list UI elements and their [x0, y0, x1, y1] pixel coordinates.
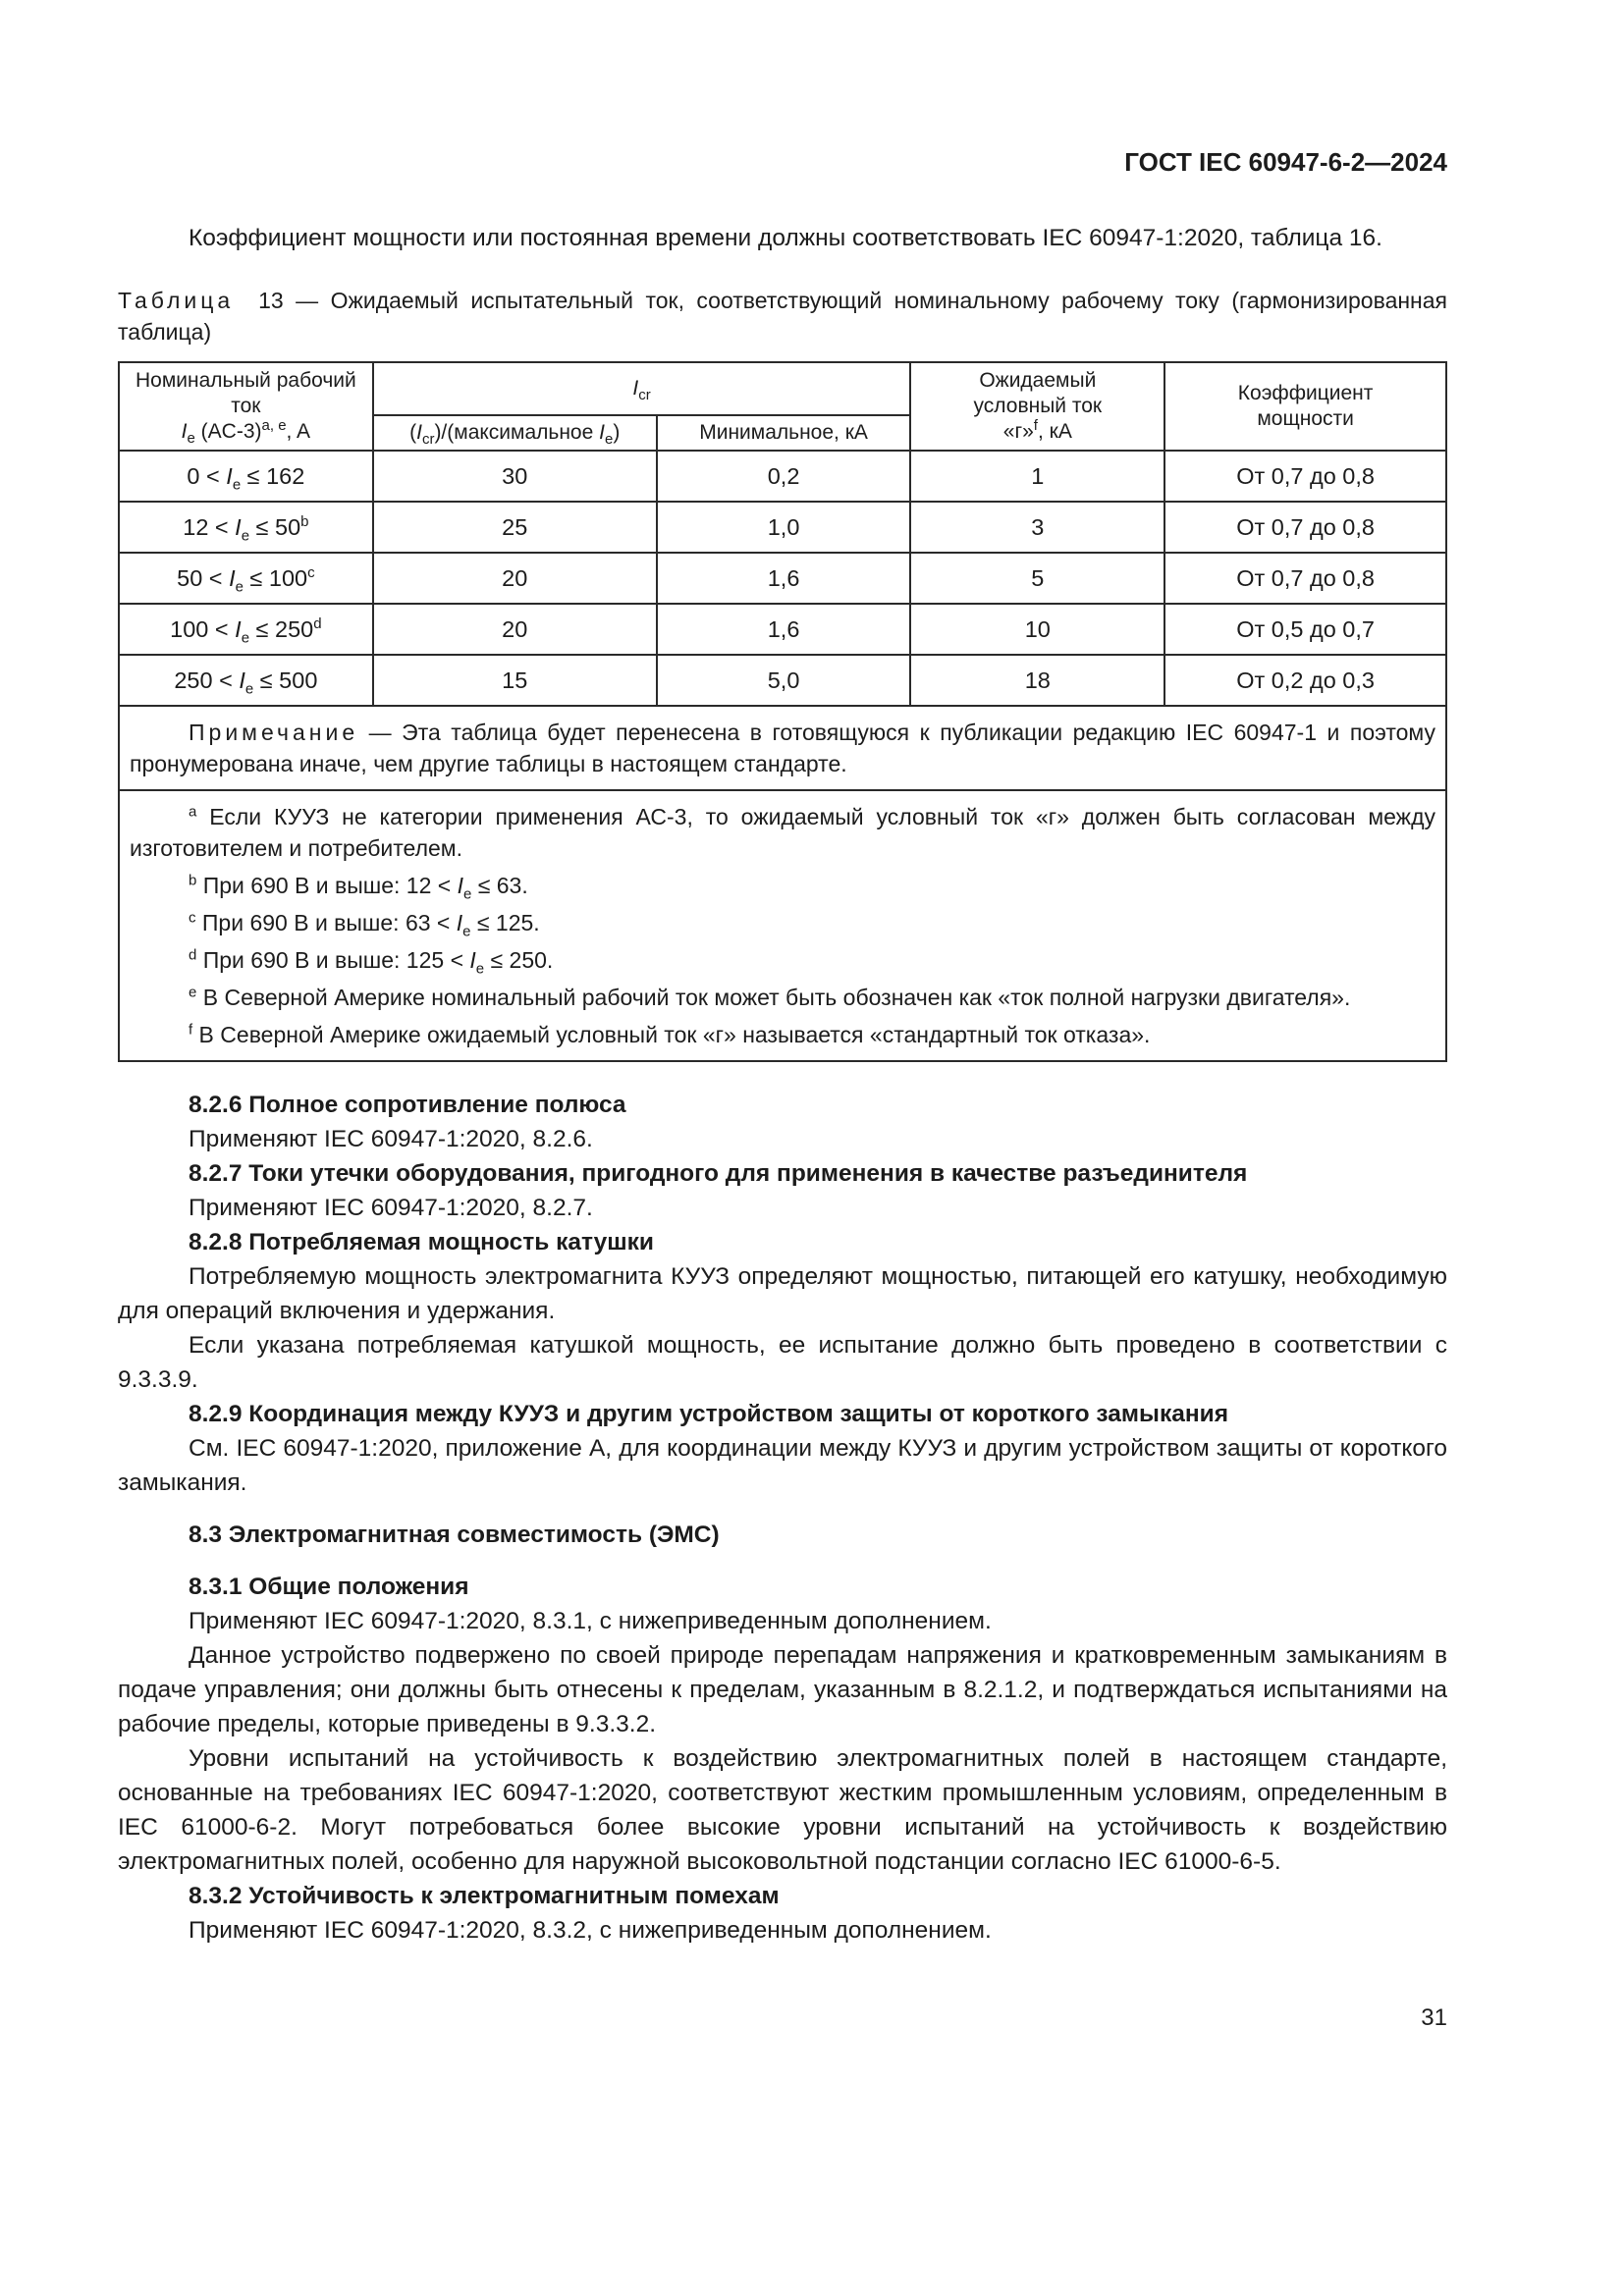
cell-conditional-current: 1 [910, 451, 1164, 502]
header-icr-ratio: $(I_{cr})/(максимальное$ $I_e$) [373, 415, 657, 451]
section-heading-8-2-6: 8.2.6 Полное сопротивление полюса [189, 1092, 626, 1118]
table-footnotes-row [119, 790, 1446, 1061]
table-row [119, 451, 1446, 502]
cell-ratio: 15 [373, 655, 657, 706]
cell-minimum: 5,0 [657, 655, 911, 706]
intro-paragraph: Коэффициент мощности или постоянная времени должны соответствовать IEC 60947-1:2020, таблица 16. [189, 225, 1382, 251]
table-caption-text: 13 — Ожидаемый испытательный ток, соответствующий номинальному рабочему току (гармонизированная таблица) [118, 288, 1448, 345]
table-row [119, 604, 1446, 655]
cell-current-range: $0 < I_e \le 162$ [119, 451, 373, 502]
table-caption [118, 285, 1447, 347]
section-heading-8-2-8: 8.2.8 Потребляемая мощность катушки [189, 1229, 654, 1255]
header-icr: $I_{cr}$ [373, 362, 911, 415]
table-row [119, 502, 1446, 553]
footnote-b: $^b$ При 690 В и выше: $12 < I_e \le 63$. [189, 872, 528, 903]
cell-power-factor: От 0,5 до 0,7 [1164, 604, 1446, 655]
table-13 [118, 361, 1447, 1062]
section-text-8-3-2: Применяют IEC 60947-1:2020, 8.3.2, с нижеприведенным дополнением. [189, 1917, 992, 1944]
cell-ratio: 20 [373, 604, 657, 655]
footnote-a: $^a$ Если КУУЗ не категории применения АС-3, то ожидаемый условный ток «г» должен быть согласован между изготовителем и потребителем. [130, 803, 1435, 861]
note-text: — Эта таблица будет перенесена в готовящуюся к публикации редакцию IEC 60947-1 и поэтому пронумерована иначе, чем другие таблицы в настоящем стандарте. [130, 720, 1435, 776]
section-heading-8-2-7: 8.2.7 Токи утечки оборудования, пригодного для применения в качестве разъединителя [189, 1160, 1248, 1187]
section-heading-8-3: 8.3 Электромагнитная совместимость (ЭМС) [189, 1522, 720, 1548]
cell-current-range: $250 < I_e \le 500$ [119, 655, 373, 706]
section-heading-8-2-9: 8.2.9 Координация между КУУЗ и другим устройством защиты от короткого замыкания [189, 1401, 1228, 1427]
page-content [118, 221, 1447, 1948]
header-icr-minimum: Минимальное, кА [657, 415, 911, 451]
header-conditional-current: Ожидаемый условный ток «г»$^f$, кА [910, 362, 1164, 451]
table-row [119, 553, 1446, 604]
section-heading-8-3-2: 8.3.2 Устойчивость к электромагнитным помехам [189, 1883, 780, 1909]
section-text-8-2-6: Применяют IEC 60947-1:2020, 8.2.6. [189, 1126, 593, 1152]
note-label: Примечание [189, 720, 359, 745]
table-caption-word: Таблица [118, 288, 235, 313]
cell-minimum: 0,2 [657, 451, 911, 502]
section-text-8-2-8-p1: Потребляемую мощность электромагнита КУУЗ определяют мощностью, питающей его катушку, необходимую для операций включения и удержания. [118, 1263, 1447, 1324]
cell-ratio: 25 [373, 502, 657, 553]
section-text-8-2-7: Применяют IEC 60947-1:2020, 8.2.7. [189, 1195, 593, 1221]
header-rated-current: Номинальный рабочий ток $I_e$ $(AC-3)^{a, e}$, A [119, 362, 373, 451]
footnote-f: $^f$ В Северной Америке ожидаемый условный ток «г» называется «стандартный ток отказа». [189, 1021, 1151, 1047]
cell-minimum: 1,6 [657, 553, 911, 604]
cell-ratio: 30 [373, 451, 657, 502]
table-row [119, 655, 1446, 706]
cell-conditional-current: 18 [910, 655, 1164, 706]
cell-power-factor: От 0,7 до 0,8 [1164, 502, 1446, 553]
document-code-header: ГОСТ IEC 60947-6-2—2024 [1124, 147, 1447, 177]
section-text-8-3-1-p2: Данное устройство подвержено по своей природе перепадам напряжения и кратковременным замыканиям в подаче управления; они должны быть отнесены к пределам, указанным в 8.2.1.2, и подтверждаться испытаниями на рабочие пределы, которые приведены в 9.3.3.2. [118, 1642, 1447, 1737]
cell-current-range: $100 < I_e \le 250^d$ [119, 604, 373, 655]
section-text-8-3-1-p1: Применяют IEC 60947-1:2020, 8.3.1, с нижеприведенным дополнением. [189, 1608, 992, 1634]
table-footnotes [119, 790, 1446, 1061]
footnote-d: $^d$ При 690 В и выше: $125 < I_e \le 250$. [189, 946, 554, 978]
table-note-row [119, 706, 1446, 790]
cell-conditional-current: 10 [910, 604, 1164, 655]
table-note [119, 706, 1446, 790]
cell-current-range: $12 < I_e \le 50^b$ [119, 502, 373, 553]
table-header-row [119, 362, 1446, 415]
cell-minimum: 1,0 [657, 502, 911, 553]
cell-power-factor: От 0,2 до 0,3 [1164, 655, 1446, 706]
cell-ratio: 20 [373, 553, 657, 604]
footnote-e: $^e$ В Северной Америке номинальный рабочий ток может быть обозначен как «ток полной нагрузки двигателя». [189, 984, 1351, 1010]
cell-power-factor: От 0,7 до 0,8 [1164, 553, 1446, 604]
section-text-8-2-8-p2: Если указана потребляемая катушкой мощность, ее испытание должно быть проведено в соответствии с 9.3.3.9. [118, 1332, 1447, 1393]
section-heading-8-3-1: 8.3.1 Общие положения [189, 1574, 469, 1600]
cell-minimum: 1,6 [657, 604, 911, 655]
cell-power-factor: От 0,7 до 0,8 [1164, 451, 1446, 502]
cell-conditional-current: 3 [910, 502, 1164, 553]
page-number: 31 [1421, 2004, 1447, 2031]
footnote-c: $^c$ При 690 В и выше: $63 < I_e \le 125$. [189, 909, 540, 940]
cell-conditional-current: 5 [910, 553, 1164, 604]
cell-current-range: $50 < I_e \le 100^c$ [119, 553, 373, 604]
section-text-8-3-1-p3: Уровни испытаний на устойчивость к воздействию электромагнитных полей в настоящем стандарте, основанные на требованиях IEC 60947-1:2020, соответствуют жестким промышленным условиям, определенным в IEC 61000-6-2. Могут потребоваться более высокие уровни испытаний на устойчивость к воздействию электромагнитных полей, особенно для наружной высоковольтной подстанции согласно IEC 61000-6-5. [118, 1745, 1447, 1875]
section-text-8-2-9: См. IEC 60947-1:2020, приложение А, для координации между КУУЗ и другим устройством защиты от короткого замыкания. [118, 1435, 1447, 1496]
header-power-factor: Коэффициент мощности [1164, 362, 1446, 451]
